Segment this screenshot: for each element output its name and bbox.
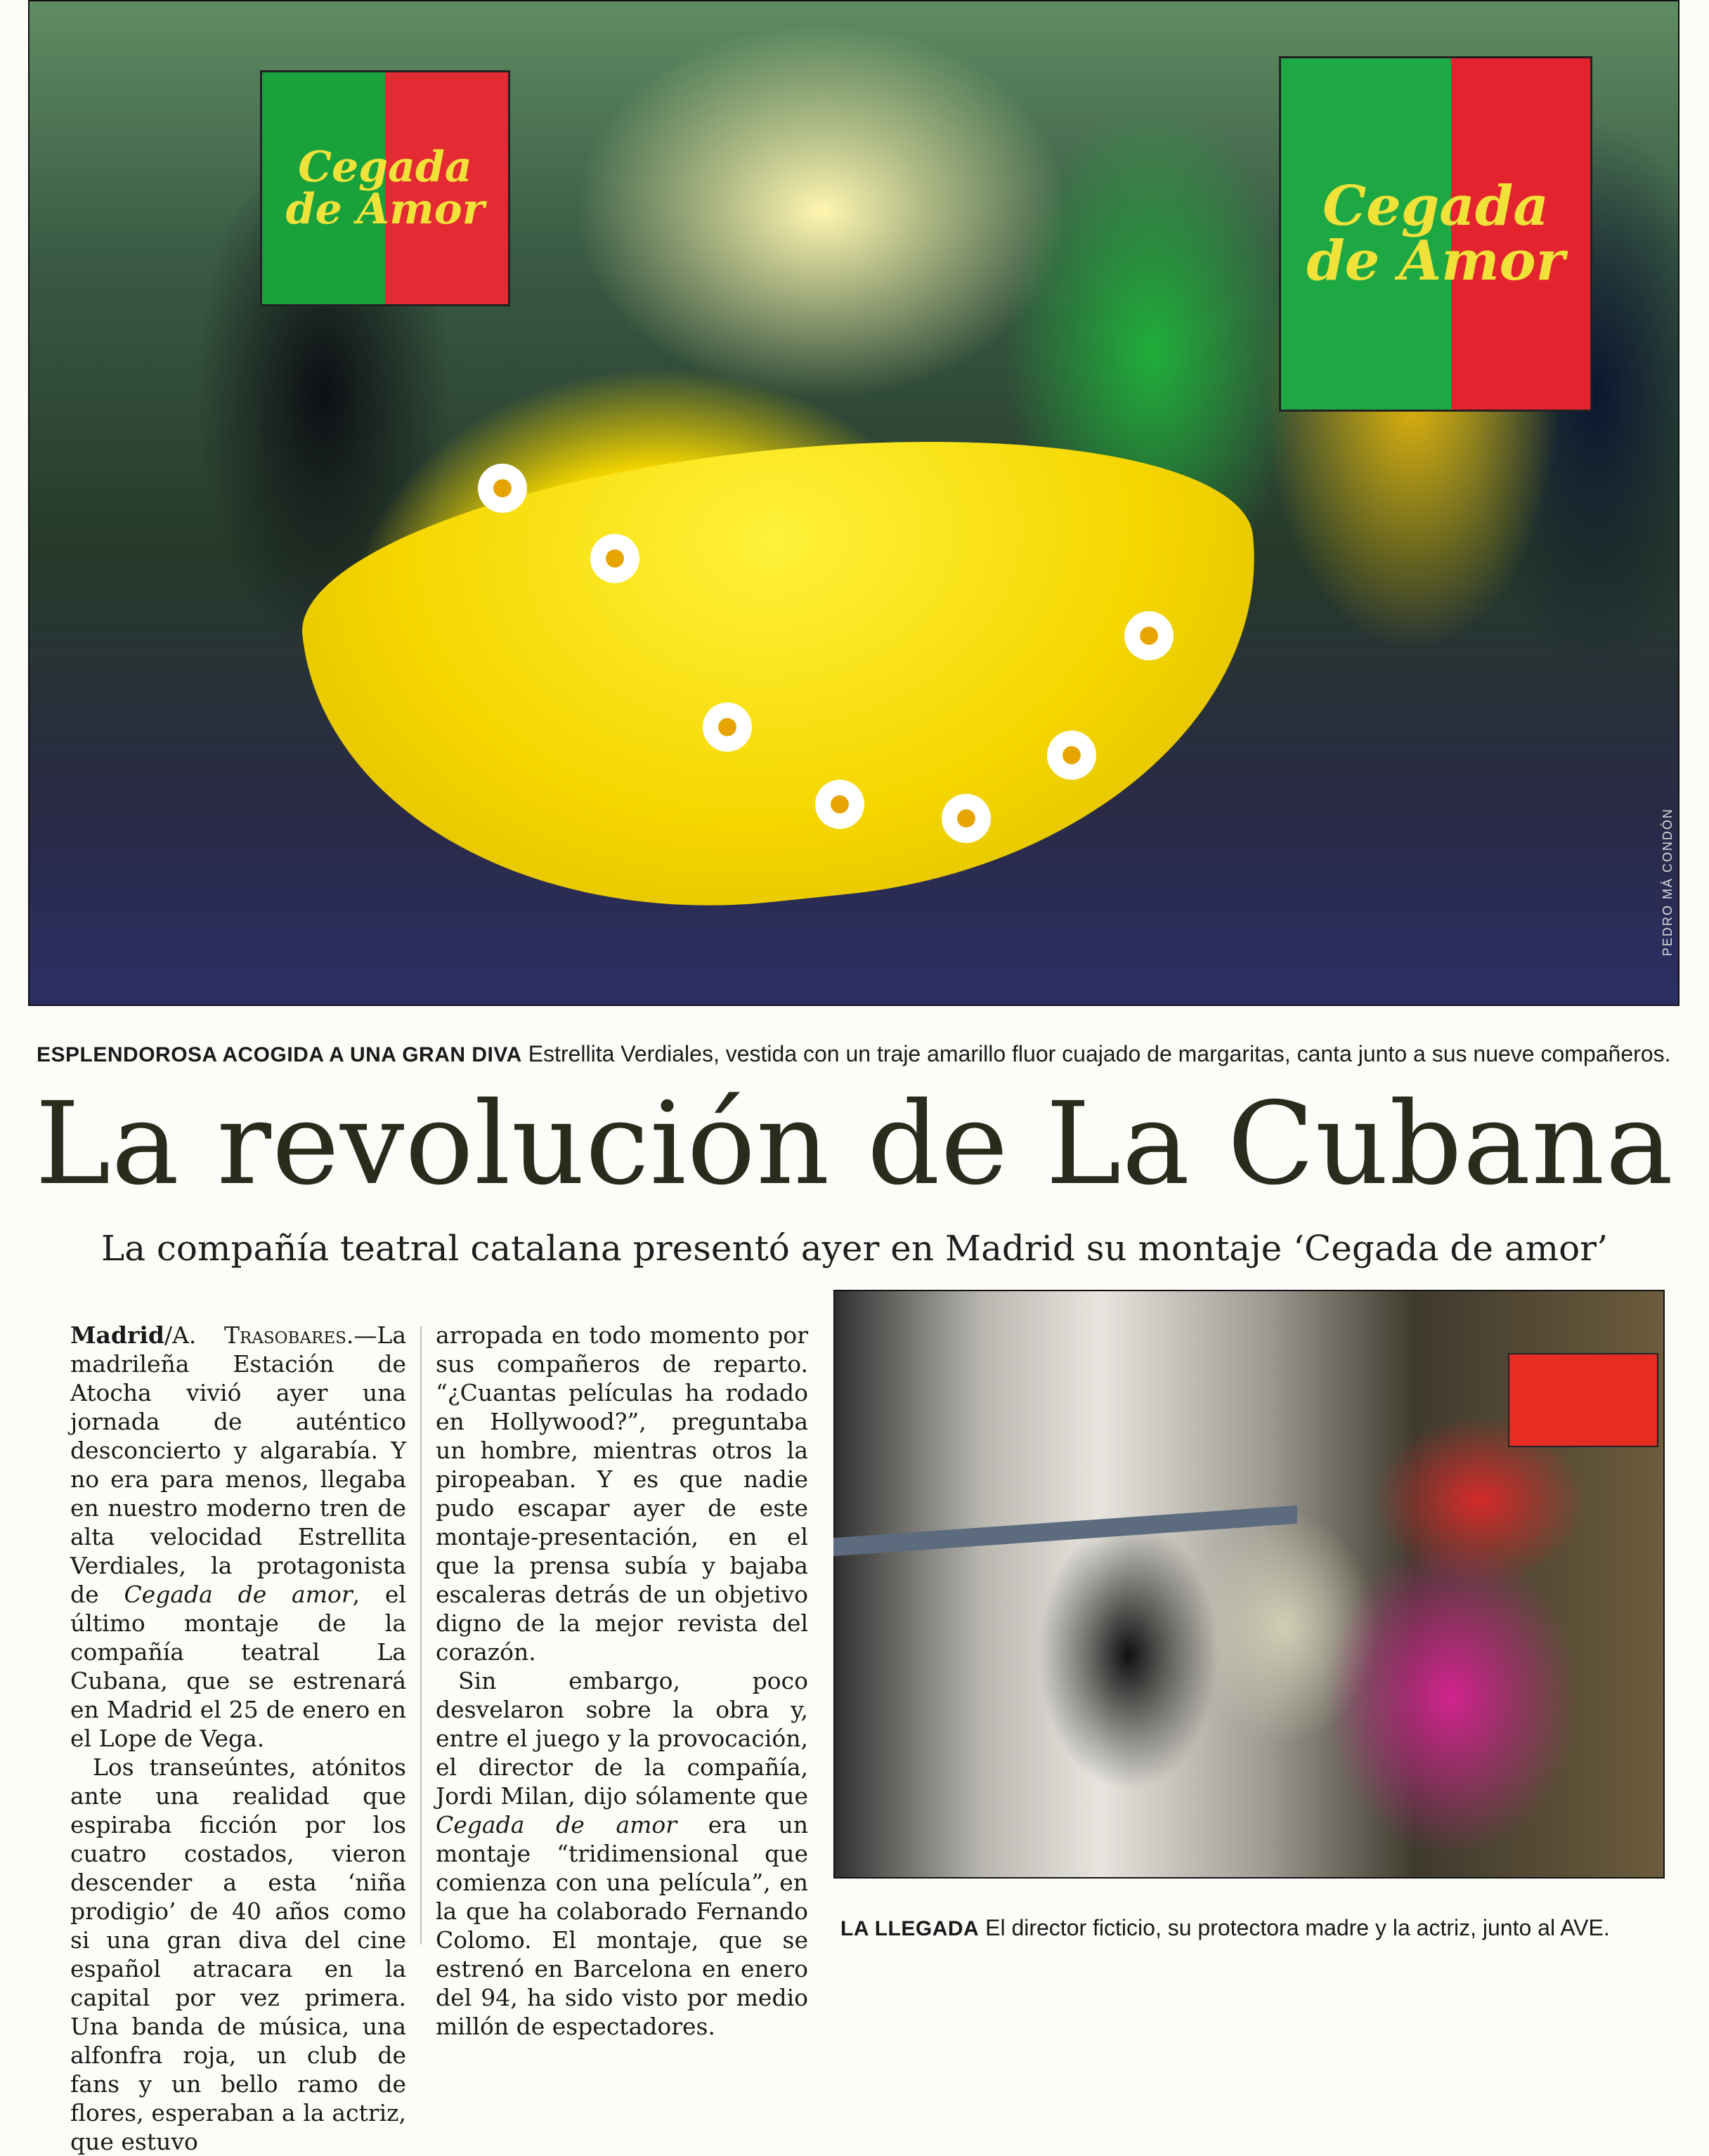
daisy-decoration [815, 780, 864, 829]
daisy-decoration [590, 534, 639, 583]
caption-text: El director ficticio, su protectora madre y la actriz, junto al AVE. [979, 1915, 1610, 1940]
train-stripe [833, 1505, 1297, 1556]
bottom-photo-caption [840, 1915, 1672, 1941]
paragraph-4-text: Sin embargo, poco desvelaron sobre la obra y, entre el juego y la provocación, el director de la compañía, Jordi Milan, dijo sólamente que [436, 1667, 808, 1810]
article-column-2 [436, 1321, 808, 2041]
sign-right-line2: de Amor [1306, 229, 1565, 293]
article-paragraph-3: arropada en todo momento por sus compañeros de reparto. “¿Cuantas películas ha rodado en Hollywood?”, preguntaba un hombre, mientras otros la piropeaban. Y es que nadie pudo escapar ayer de este montaje-presentación, en el que la prensa subía y bajaba escaleras detrás de un objetivo digno de la mejor revista del corazón. [436, 1321, 808, 1666]
paragraph-1-text: .—La madrileña Estación de Atocha vivió ayer una jornada de auténtico desconcierto y algarabía. Y no era para menos, llegaba en nuestro moderno tren de alta velocidad Estrellita Verdiales, la protagonista de [70, 1321, 406, 1608]
daisy-decoration [478, 464, 527, 513]
caption-lead: ESPLENDOROSA ACOGIDA A UNA GRAN DIVA [37, 1043, 522, 1066]
top-photo [28, 0, 1679, 1006]
byline-place: Madrid [70, 1321, 164, 1349]
daisy-decoration [1124, 611, 1174, 660]
subheadline: La compañía teatral catalana presentó ayer en Madrid su montaje ‘Cegada de amor’ [101, 1228, 1608, 1269]
red-sign [1508, 1353, 1658, 1447]
byline-initial: /A. [164, 1321, 224, 1349]
cegada-de-amor-sign-right [1279, 56, 1592, 412]
byline-author: Trasobares [223, 1321, 346, 1349]
article-column-1 [70, 1321, 406, 2156]
bottom-photo [833, 1290, 1665, 1879]
article-paragraph-2: Los transeúntes, atónitos ante una realidad que espiraba ficción por los cuatro costados, vieron descender a esta ‘niña prodigio’ de 40 años como si una gran diva del cine español atracara en la capital por vez primera. Una banda de música, una alfonfra roja, un club de fans y un bello ramo de flores, esperaban a la actriz, que estuvo [70, 1753, 406, 2155]
paragraph-1-end: , el último montaje de la compañía teatral La Cubana, que se estrenará en Madrid el 25 de enero en el Lope de Vega. [70, 1581, 406, 1752]
article-paragraph-4 [436, 1666, 808, 2041]
sign-left-line1: Cegada [298, 143, 472, 192]
top-photo-caption [37, 1041, 1688, 1067]
daisy-decoration [703, 703, 752, 752]
cegada-de-amor-sign-left [260, 70, 510, 306]
sign-right-line1: Cegada [1323, 174, 1549, 238]
daisy-decoration [1047, 731, 1096, 780]
column-divider [420, 1326, 422, 1945]
paragraph-4-end: era un montaje “tridimensional que comienza con una película”, en la que ha colaborado Fernando Colomo. El montaje, que se estrenó en Barcelona en enero del 94, ha sido visto por medio millón de espectadores. [436, 1811, 808, 2040]
caption-text: Estrellita Verdiales, vestida con un traje amarillo fluor cuajado de margaritas, canta junto a sus nueve compañeros. [521, 1041, 1671, 1066]
paragraph-1-italic: Cegada de amor [124, 1581, 353, 1608]
daisy-decoration [942, 794, 991, 843]
caption-lead: LA LLEGADA [840, 1917, 980, 1940]
photo-credit: PEDRO MÁ CONDÓN [1661, 808, 1675, 957]
yellow-dress-skirt [288, 401, 1285, 948]
paragraph-4-italic: Cegada de amor [436, 1811, 677, 1838]
headline: La revolución de La Cubana [34, 1078, 1675, 1210]
article-paragraph-1 [70, 1321, 406, 1753]
sign-left-line2: de Amor [285, 185, 485, 234]
